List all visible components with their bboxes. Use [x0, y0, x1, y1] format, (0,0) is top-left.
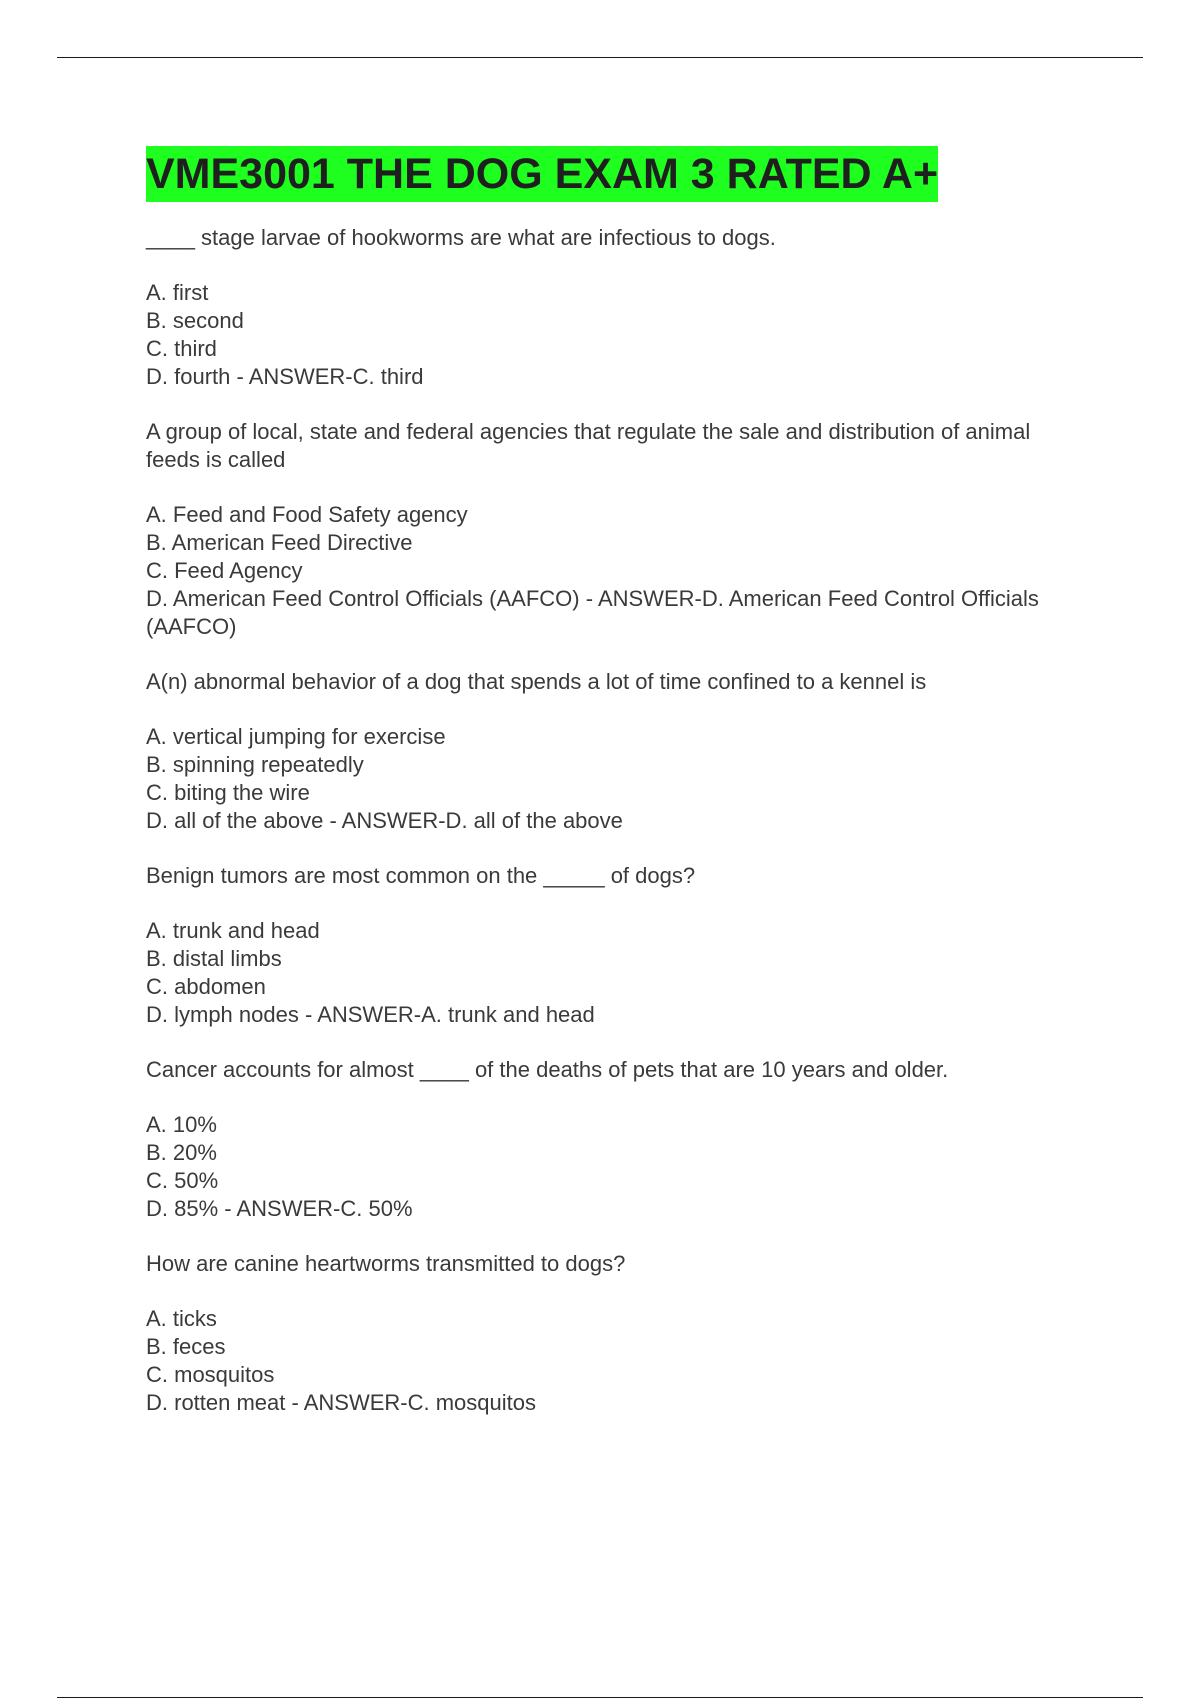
option-d-with-answer: D. American Feed Control Officials (AAFCO) - ANSWER-D. American Feed Control Officials (AAFCO) [146, 586, 1039, 639]
option-c: C. mosquitos [146, 1362, 275, 1387]
option-c: C. abdomen [146, 974, 266, 999]
question-item [146, 1250, 1046, 1417]
option-d-with-answer: D. rotten meat - ANSWER-C. mosquitos [146, 1390, 536, 1415]
question-stem: ____ stage larvae of hookworms are what are infectious to dogs. [146, 225, 776, 250]
header-rule [57, 57, 1143, 58]
option-b: B. 20% [146, 1140, 217, 1165]
option-b: B. feces [146, 1334, 226, 1359]
option-list [146, 1111, 1046, 1223]
question-list [146, 224, 1046, 1417]
document-body [146, 146, 1046, 1444]
option-list [146, 501, 1046, 641]
option-list [146, 279, 1046, 391]
option-list [146, 723, 1046, 835]
question-item [146, 862, 1046, 1029]
option-d-with-answer: D. fourth - ANSWER-C. third [146, 364, 424, 389]
option-b: B. second [146, 308, 244, 333]
question-item [146, 418, 1046, 641]
question-stem: A group of local, state and federal agencies that regulate the sale and distribution of animal feeds is called [146, 419, 1031, 472]
option-d-with-answer: D. 85% - ANSWER-C. 50% [146, 1196, 413, 1221]
option-a: A. 10% [146, 1112, 217, 1137]
option-a: A. Feed and Food Safety agency [146, 502, 468, 527]
document-title: VME3001 THE DOG EXAM 3 RATED A+ [146, 146, 938, 202]
question-item [146, 224, 1046, 391]
question-item [146, 1056, 1046, 1223]
option-a: A. trunk and head [146, 918, 320, 943]
option-b: B. American Feed Directive [146, 530, 413, 555]
option-b: B. spinning repeatedly [146, 752, 364, 777]
question-item [146, 668, 1046, 835]
question-stem: A(n) abnormal behavior of a dog that spends a lot of time confined to a kennel is [146, 669, 927, 694]
option-a: A. first [146, 280, 209, 305]
question-stem: Benign tumors are most common on the _____ of dogs? [146, 863, 696, 888]
option-list [146, 917, 1046, 1029]
question-stem: Cancer accounts for almost ____ of the deaths of pets that are 10 years and older. [146, 1057, 949, 1082]
option-b: B. distal limbs [146, 946, 282, 971]
question-stem: How are canine heartworms transmitted to dogs? [146, 1251, 626, 1276]
option-c: C. Feed Agency [146, 558, 303, 583]
option-c: C. biting the wire [146, 780, 310, 805]
option-list [146, 1305, 1046, 1417]
option-a: A. vertical jumping for exercise [146, 724, 446, 749]
option-c: C. 50% [146, 1168, 219, 1193]
option-d-with-answer: D. all of the above - ANSWER-D. all of the above [146, 808, 623, 833]
option-a: A. ticks [146, 1306, 217, 1331]
footer-rule [57, 1697, 1143, 1698]
option-d-with-answer: D. lymph nodes - ANSWER-A. trunk and head [146, 1002, 595, 1027]
option-c: C. third [146, 336, 217, 361]
